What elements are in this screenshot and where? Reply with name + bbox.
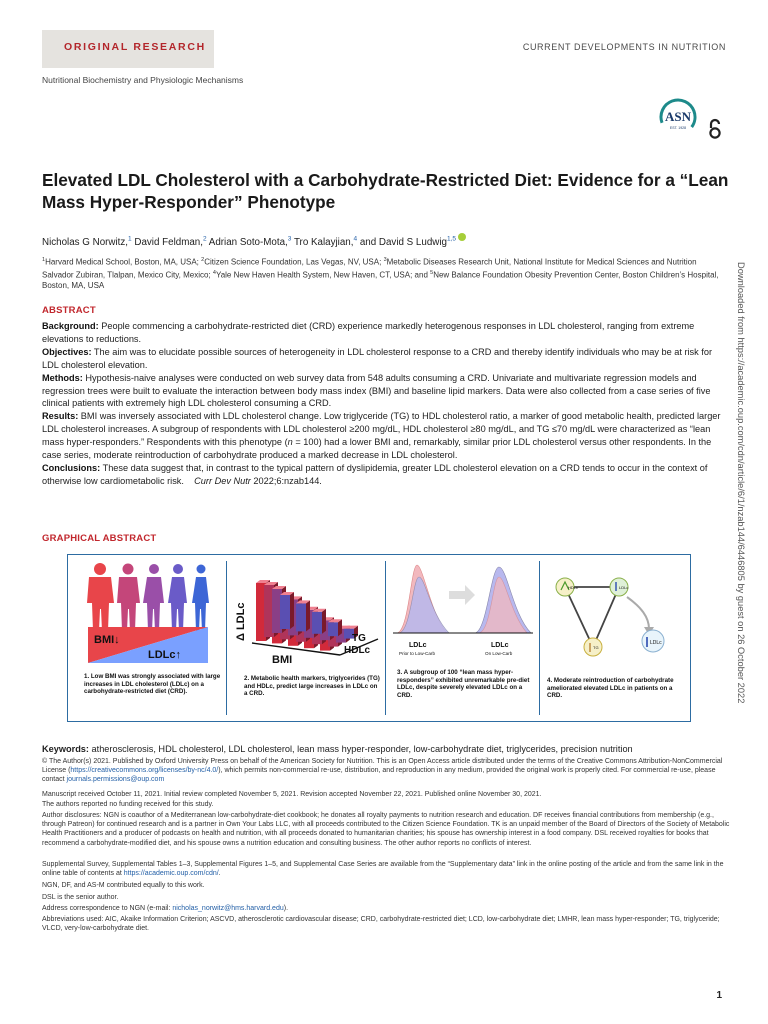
abstract-heading: ABSTRACT [42,305,96,316]
abstract-methods: Methods: Hypothesis-naive analyses were conducted on web survey data from 548 adults consuming a CRD. Univariate and multivariate regression models and regression trees were built to evaluate the interaction between body mass index (BMI) and baseline lipid markers. Data were also collected from a case series of five clinical patients with extremely high LDL cholesterol consuming a CRD. [42,372,711,409]
article-type-label: ORIGINAL RESEARCH [64,41,206,53]
ga-caption-4: 4. Moderate reintroduction of carbohydrate ameliorated elevated LDLc in patients on a CRD. [547,677,674,700]
ldlc-node-label: LDLc [650,640,662,646]
senior-author-note: DSL is the senior author. [42,894,119,901]
author-name[interactable]: Adrian Soto-Mota, [208,237,288,248]
hdlc-axis-label: HDLc [344,645,371,656]
asn-logo-est: EST. 1928 [669,126,687,130]
body-figure [192,565,209,632]
article-title: Elevated LDL Cholesterol with a Carbohydrate-Restricted Diet: Evidence for a “Lean Mass Hyper-Responder” Phenotype [42,170,729,212]
affiliations: $^1$Harvard Medical School, Boston, MA, USA; $^2$Citizen Science Foundation, Las Vegas, NV, USA; $^3$Metabolic Diseases Research Unit, National Institute for Medical Sciences and Nutrition Salvador Zubiran, Tlalpan, Mexico City, Mexico; $^4$Yale New Haven Health System, New Haven, CT, USA; and $^5$New Balance Foundation Obesity Prevention Center, Boston Children’s Hospital, Boston, MA, USA [42,257,719,291]
abstract-background: Background: People commencing a carbohydrate-restricted diet (CRD) experience markedly heterogenous responses in LDL cholesterol, ranging from extreme elevations to reductions. [42,321,695,344]
bar [280,595,290,629]
ga-caption-3: 3. A subgroup of 100 “lean mass hyper-responders” exhibited unremarkable pre-diet LDLc, despite severely elevated LDLc on a CRD. [397,669,530,699]
supplemental-note: Supplemental Survey, Supplemental Tables 1–3, Supplemental Figures 1–5, and Supplemental Case Series are available from the “Supplementary data” link in the online posting of the article and from the same link in the online table of contents at https://academic.oup.com/cdn/. [42,861,724,878]
body-figures-illustration [68,555,226,667]
bar [296,603,306,631]
ga-panel-1 [68,555,226,721]
asn-logo [658,96,698,138]
author-list [42,233,466,248]
bar-side [322,609,326,634]
ga-caption-1: 1. Low BMI was strongly associated with large increases in LDL cholesterol (LDLc) on a carbohydrate-restricted diet (CRD). [84,673,221,696]
citation-journal: Curr Dev Nutr [194,475,251,486]
equal-contribution-note: NGN, DF, and AS-M contributed equally to this work. [42,882,205,889]
section-name: Nutritional Biochemistry and Physiologic Mechanisms [42,75,244,85]
author-affil-sup[interactable]: 2 [202,235,207,243]
graphical-abstract-heading: GRAPHICAL ABSTRACT [42,533,157,544]
graphical-abstract [67,554,691,722]
distribution-curve-on-lowcarb-subgroup [479,577,527,633]
ga-divider [385,561,386,715]
author-affil-sup[interactable]: 1 [128,235,132,243]
abstract-results: Results: BMI was inversely associated with LDL cholesterol change. Low triglyceride (TG) to HDL cholesterol ratio, a marker of good metabolic health, predicted larger LDL cholesterol increases. A subgroup of respondents with LDL cholesterol ≥200 mg/dL, HDL cholesterol ≥80 mg/dL, and TG ≤70 mg/dL were characterized as “lean mass hyper-responders.” Respondents with this phenotype (n = 100) had a lower BMI and, remarkably, similar prior LDL cholesterol versus other respondents. In the case series, moderate reintroduction of carbohydrate produced a marked decrease in LDL cholesterol. [42,411,721,461]
tg-node-label: TG [593,645,599,650]
author-disclosures: Author disclosures: NGN is coauthor of a Mediterranean low-carbohydrate-diet cookbook; he donates all royalty payments to nutrition research and education. DF receives financial contributions from membership (e.g., through Patreon) for continued research and is a partner in Own Your Labs LLC, with all proceeds contributed to the Citizen Science Foundation. TK is an unpaid member of the Board of Directors of the Society of Metabolic Health Practitioners and a producer of podcasts on health and nutrition, with all proceeds donated to humanitarian charities; his spouse has ownership interest in a food company. DSL received royalties for books that recommend a carbohydrate-modified diet, and his spouse owns a nutrition education and consulting business. The other author reports no conflicts of interest. [42,812,730,847]
on-lowcarb-label: On Low-Carb [485,651,513,656]
ldlc-up-label: LDLc↑ [148,649,181,661]
author-name[interactable]: David Feldman, [134,237,203,248]
asn-logo-text: ASN [664,109,692,124]
ldlc-label: LDLc [491,642,509,649]
distribution-curves-illustration [387,555,537,667]
bar [328,622,338,636]
body-figure [117,564,140,632]
curved-arrow [627,597,649,629]
ga-divider [539,561,540,715]
3d-bar-chart-illustration [228,555,383,667]
abstract-conclusions: Conclusions: These data suggest that, in contrast to the typical pattern of dyslipidemia, greater LDL cholesterol elevation on a CRD tends to occur in the context of otherwise low cardiometabolic risk. Curr Dev Nutr 2022;6:nzab144. [42,462,708,486]
ga-divider [226,561,227,715]
manuscript-dates: Manuscript received October 11, 2021. Initial review completed November 5, 2021. Revision accepted November 22, 2021. Published online November 30, 2021. [42,791,542,798]
delta-ldlc-axis-label: Δ LDLc [235,602,247,641]
author-affil-sup[interactable]: 4 [353,235,358,243]
open-access-icon [708,118,722,140]
body-figure [87,563,114,631]
author-affil-sup[interactable]: 1,5 [446,235,457,243]
abstract-body [42,320,728,488]
abstract-objectives: Objectives: The aim was to elucidate possible sources of heterogeneity in LDL cholesterol response to a CRD and thereby identify individuals who may be at risk for LDL cholesterol elevation. [42,346,713,370]
bmi-axis-label: BMI [272,654,293,666]
keywords: Keywords: atherosclerosis, HDL cholesterol, LDL cholesterol, lean mass hyper-responder, low-carbohydrate diet, triglycerides, precision nutrition [42,744,633,754]
bmi-down-label: BMI↓ [94,634,120,646]
body-figure [168,564,187,631]
supplemental-link[interactable]: https://academic.oup.com/cdn/ [123,870,219,878]
abbreviations-note: Abbreviations used: AIC, Akaike Information Criterion; ASCVD, atherosclerotic cardiovascular disease; CRD, carbohydrate-restricted diet; LCD, low-carbohydrate diet; LMHR, lean mass hyper-responder; TG, triglyceride; VLCD, very-low-carbohydrate diet. [42,916,720,933]
triangle-diagram [541,555,691,667]
ga-panel-2 [228,555,383,721]
ldlc-label: LDLc [409,642,427,649]
bar-side [306,600,310,631]
tg-axis-label: TG [352,633,366,644]
license-note: © The Author(s) 2021. Published by Oxford University Press on behalf of the American Society for Nutrition. This is an Open Access article distributed under the terms of the Creative Commons Attribution-NonCommercial License (https://creativecommons.org/licenses/by-nc/4.0/), which permits non-commercial re-use, distribution, and reproduction in any medium, provided the original work is properly cited. For commercial re-use, please contact journals.permissions@oup.com [42,758,723,784]
distribution-curve-prior-subgroup [399,577,449,633]
ga-panel-4 [541,555,691,721]
hdlc-node-label: HDLc [568,585,579,590]
author-affil-sup[interactable]: 3 [287,235,292,243]
ga-caption-2: 2. Metabolic health markers, triglycerides (TG) and HDLc, predict large increases in LDLc on a CRD. [244,675,380,698]
bar-side [290,592,294,629]
page-number: 1 [716,990,722,1001]
permissions-email-link[interactable]: journals.permissions@oup.com [66,776,165,784]
author-name[interactable]: Tro Kalayjian, [293,237,354,248]
ldlc-node-label: LDLc [619,585,629,590]
journal-name[interactable]: CURRENT DEVELOPMENTS IN NUTRITION [522,42,726,52]
bar-group [256,580,358,651]
correspondence-note: Address correspondence to NGN (e-mail: nicholas_norwitz@hms.harvard.edu). [42,905,289,912]
prior-label: Prior to Low-Carb [399,651,435,656]
orcid-icon[interactable] [458,233,466,241]
license-link[interactable]: https://creativecommons.org/licenses/by-nc/4.0/ [70,767,219,775]
author-name[interactable]: Nicholas G Norwitz, [42,237,129,248]
correspondence-email-link[interactable]: nicholas_norwitz@hms.harvard.edu [172,905,284,912]
author-name[interactable]: and David S Ludwig [359,237,447,248]
bar [312,612,322,634]
body-figure [143,564,164,631]
arrow-right-icon [449,585,475,605]
funding-statement: The authors reported no funding received for this study. [42,801,214,808]
ga-panel-3 [387,555,537,721]
download-watermark: Downloaded from https://academic.oup.com/cdn/article/6/1/nzab144/6446805 by guest on 26 October 2022 [736,262,746,704]
